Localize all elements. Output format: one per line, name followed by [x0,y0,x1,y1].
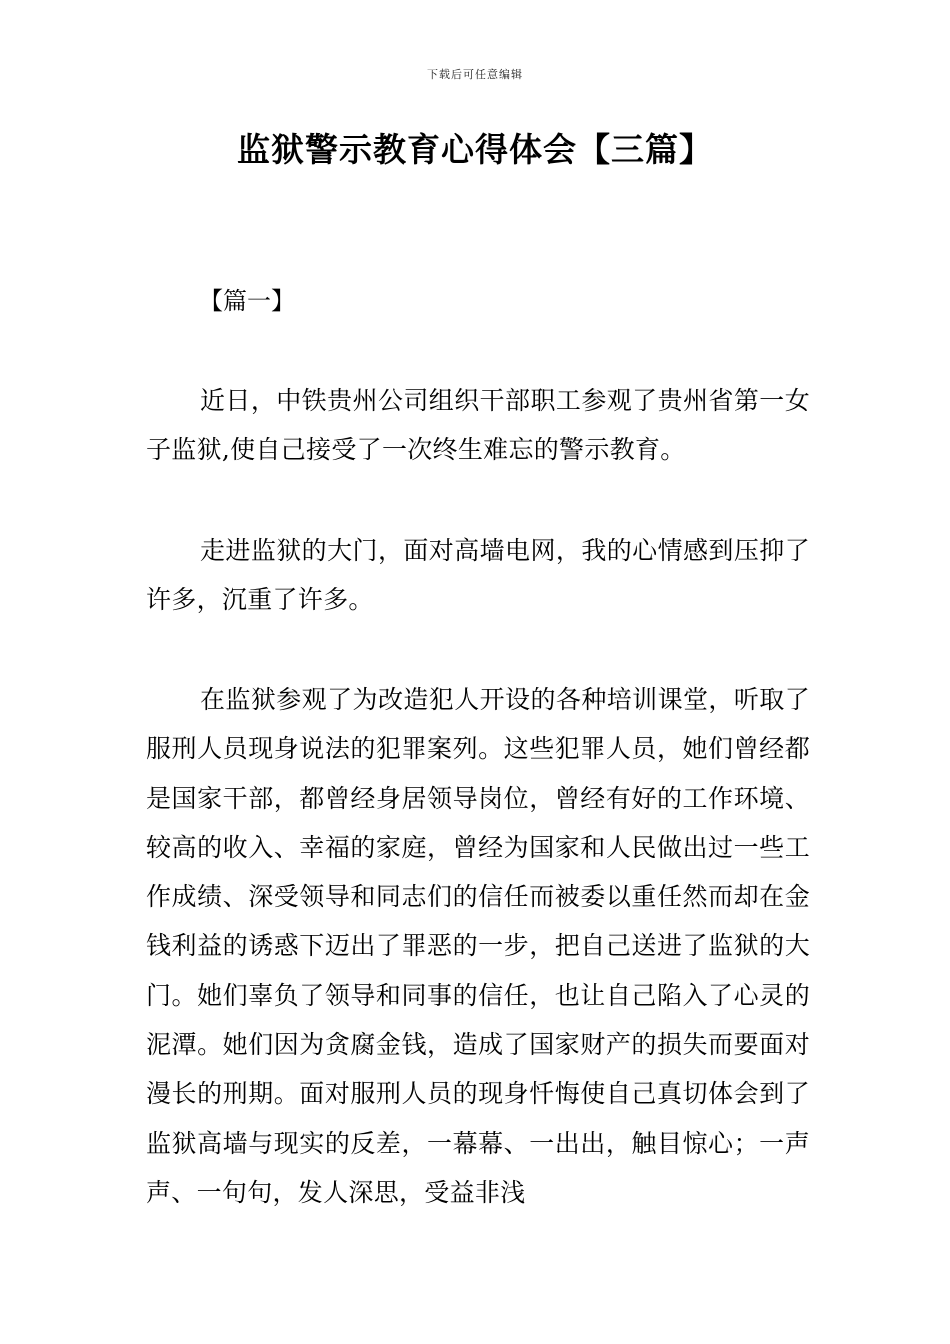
section-heading: 【篇一】 [199,287,295,315]
paragraph: 在监狱参观了为改造犯人开设的各种培训课堂，听取了服刑人员现身说法的犯罪案列。这些犯罪人员，她们曾经都是国家干部，都曾经身居领导岗位，曾经有好的工作环境、较高的收入、幸福的家庭，曾经为国家和人民做出过一些工作成绩、深受领导和同志们的信任而被委以重任然而却在金钱利益的诱惑下迈出了罪恶的一步，把自己送进了监狱的大门。她们辜负了领导和同事的信任，也让自己陷入了心灵的泥潭。她们因为贪腐金钱，造成了国家财产的损失而要面对漫长的刑期。面对服刑人员的现身忏悔使自己真切体会到了监狱高墙与现实的反差，一幕幕、一出出，触目惊心；一声声、一句句，发人深思，受益非浅 [146,685,810,1207]
paragraph: 走进监狱的大门，面对高墙电网，我的心情感到压抑了许多，沉重了许多。 [146,536,810,615]
paragraph: 近日，中铁贵州公司组织干部职工参观了贵州省第一女子监狱,使自己接受了一次终生难忘的警示教育。 [146,386,810,465]
document-title: 监狱警示教育心得体会【三篇】 [237,130,713,169]
header-note: 下载后可任意编辑 [427,68,523,81]
